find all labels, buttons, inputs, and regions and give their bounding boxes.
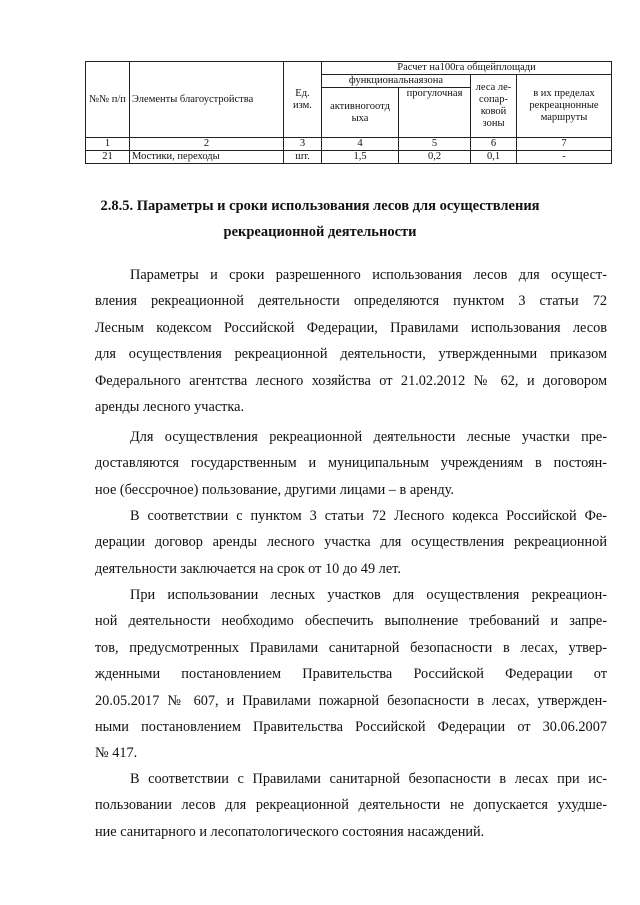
text-line: жденными постановлением Правительства Российской Федерации от (95, 666, 607, 683)
paragraph-1 (95, 262, 607, 420)
recreation-table (85, 61, 612, 164)
table-cell: Мостики, переходы (130, 151, 284, 164)
text-line: 20.05.2017 № 607, и Правилами пожарной безопасности в лесах, утвержден- (95, 692, 607, 709)
table-cell: 7 (517, 138, 612, 151)
header-num: №№ п/п (86, 62, 130, 138)
text-line: пользовании лесов для рекреационной деятельности не допускается ухудше- (95, 797, 607, 814)
table-cell: 4 (322, 138, 399, 151)
table-cell: 1,5 (322, 151, 399, 164)
table-cell: - (517, 151, 612, 164)
table-cell: 0,2 (399, 151, 471, 164)
text-line: деятельности заключается на срок от 10 до 49 лет. (95, 560, 401, 577)
table-cell: 21 (86, 151, 130, 164)
text-line: Для осуществления рекреационной деятельности лесные участки пре- (130, 429, 607, 445)
header-active: активногоотд ыха (322, 88, 399, 138)
paragraph-3 (95, 503, 607, 582)
text-line: Параметры и сроки разрешенного использования лесов для осущест- (130, 267, 607, 283)
text-line: В соответствии с Правилами санитарной безопасности в лесах при ис- (130, 771, 607, 787)
paragraph-5 (95, 766, 607, 845)
text-line: для осуществления рекреационной деятельности, утвержденными приказом (95, 346, 607, 363)
section-heading-line-1: 2.8.5. Параметры и сроки использования лесов для осуществления (100, 198, 540, 214)
table-cell: 2 (130, 138, 284, 151)
header-walking: прогулочная (399, 88, 471, 138)
header-elements: Элементы благоустройства (130, 62, 284, 138)
header-routes: в их пределах рекреацнонные маршруты (517, 75, 612, 138)
text-line: ными постановлением Правительства Российской Федерации от 30.06.2007 (95, 718, 607, 735)
text-line: тов, предусмотренных Правилами санитарной безопасности в лесах, утвер- (95, 639, 607, 656)
header-forest-park: леса ле- сопар- ковой зоны (471, 75, 517, 138)
section-heading-line-2: рекреационной деятельности (223, 224, 417, 240)
table-index-row (86, 138, 612, 151)
text-line: вления рекреационной деятельности определяются пунктом 3 статьи 72 (95, 293, 607, 310)
text-line: Федерального агентства лесного хозяйства от 21.02.2012 № 62, и договором (95, 372, 607, 389)
table-cell: 3 (284, 138, 322, 151)
text-line: дерации договор аренды лесного участка для осуществления рекреационной (95, 534, 607, 551)
text-line: ной деятельности необходимо обеспечить выполнение требований и запре- (95, 613, 607, 630)
table-cell: 0,1 (471, 151, 517, 164)
paragraph-4 (95, 582, 607, 767)
table-cell: 1 (86, 138, 130, 151)
text-line: доставляются государственным и муниципальным учреждениям в постоян- (95, 455, 607, 472)
paragraph-2 (95, 424, 607, 503)
text-line: ное (бессрочное) пользование, другими лицами – в аренду. (95, 481, 454, 498)
text-line: В соответствии с пунктом 3 статьи 72 Лесного кодекса Российской Фе- (130, 508, 607, 524)
table-cell: шт. (284, 151, 322, 164)
table-row (86, 151, 612, 164)
text-line: № 417. (95, 745, 138, 762)
table-cell: 6 (471, 138, 517, 151)
text-line: Лесным кодексом Российской Федерации, Правилами использования лесов (95, 319, 607, 336)
header-func-zone: функциональнаязона (322, 75, 471, 88)
table-cell: 5 (399, 138, 471, 151)
header-unit: Ед. изм. (284, 62, 322, 138)
text-line: При использовании лесных участков для осуществления рекреацион- (130, 587, 607, 603)
text-line: ние санитарного и лесопатологического состояния насаждений. (95, 823, 485, 840)
header-calc: Расчет на100га общейплощади (322, 62, 612, 75)
text-line: аренды лесного участка. (95, 398, 245, 415)
